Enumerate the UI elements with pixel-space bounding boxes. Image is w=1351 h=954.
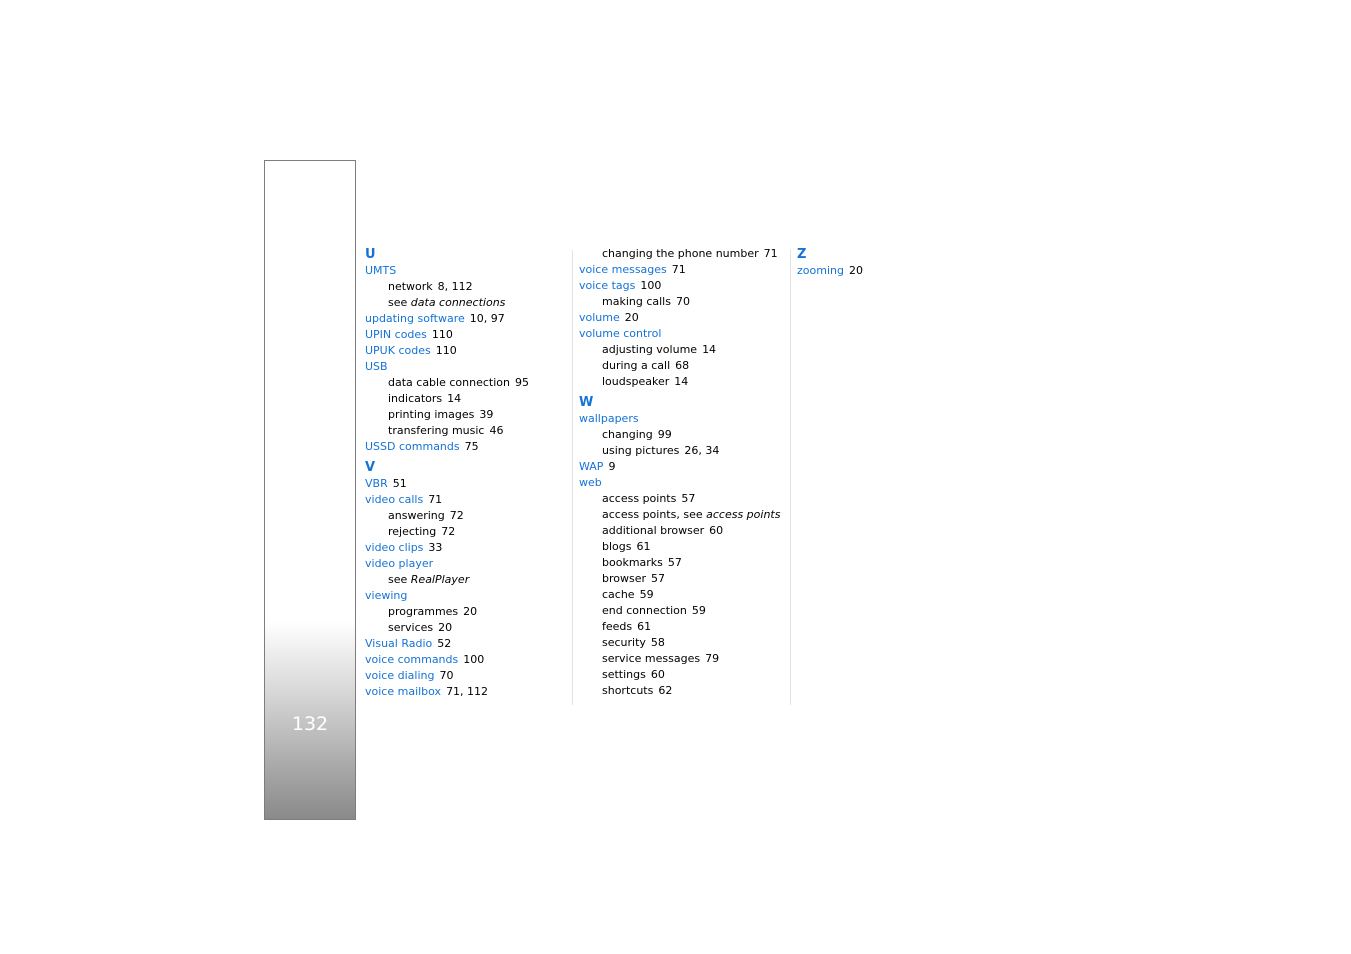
index-entry	[365, 311, 565, 327]
index-term-link[interactable]: volume	[579, 311, 620, 324]
index-term-link[interactable]: voice commands	[365, 653, 459, 666]
index-subentry	[579, 374, 784, 390]
index-term-link[interactable]: wallpapers	[579, 412, 639, 425]
page-refs: 71, 112	[446, 685, 489, 698]
subentry-text: service messages	[602, 652, 701, 665]
index-entry	[365, 556, 565, 572]
subentry-text: additional browser	[602, 524, 705, 537]
subentry-text: settings	[602, 668, 646, 681]
index-entry	[579, 310, 784, 326]
index-subentry	[579, 667, 784, 683]
page-refs: 58	[650, 636, 665, 649]
index-term-link[interactable]: viewing	[365, 589, 408, 602]
subentry-text: end connection	[602, 604, 687, 617]
subentry-text: feeds	[602, 620, 633, 633]
index-subentry	[579, 587, 784, 603]
index-subentry	[579, 358, 784, 374]
index-entry	[365, 540, 565, 556]
page-refs: 57	[667, 556, 682, 569]
page-refs: 72	[441, 525, 456, 538]
page-refs: 52	[437, 637, 452, 650]
index-term-link[interactable]: video player	[365, 557, 434, 570]
index-letter-heading: W	[579, 395, 594, 410]
see-target: access points	[706, 508, 781, 521]
subentry-text: shortcuts	[602, 684, 654, 697]
index-entry	[365, 327, 565, 343]
page-refs: 99	[657, 428, 672, 441]
page-refs: 61	[636, 540, 651, 553]
subentry-text: network	[388, 280, 433, 293]
index-term-link[interactable]: volume control	[579, 327, 662, 340]
index-subentry	[365, 375, 565, 391]
index-term-link[interactable]: UMTS	[365, 264, 397, 277]
subentry-text: transfering music	[388, 424, 485, 437]
see-reference	[365, 572, 565, 588]
index-subentry	[579, 539, 784, 555]
subentry-text: programmes	[388, 605, 459, 618]
page-refs: 20	[848, 264, 863, 277]
index-subentry	[579, 683, 784, 699]
page-refs: 71	[671, 263, 686, 276]
index-term-link[interactable]: web	[579, 476, 602, 489]
page-refs: 110	[435, 344, 457, 357]
page-refs: 70	[439, 669, 454, 682]
index-subentry	[579, 555, 784, 571]
index-subentry	[579, 294, 784, 310]
subentry-text: rejecting	[388, 525, 437, 538]
index-entry	[365, 652, 565, 668]
page-refs: 33	[428, 541, 443, 554]
index-term-link[interactable]: UPIN codes	[365, 328, 427, 341]
page-refs: 68	[675, 359, 690, 372]
subentry-text: data cable connection	[388, 376, 510, 389]
page-sidebar	[264, 160, 356, 820]
index-entry	[365, 636, 565, 652]
index-term-link[interactable]: updating software	[365, 312, 465, 325]
page-refs: 71	[428, 493, 443, 506]
index-entry	[365, 439, 565, 455]
page-refs: 75	[464, 440, 479, 453]
page-refs: 95	[514, 376, 529, 389]
page-refs: 39	[479, 408, 494, 421]
index-subentry	[579, 571, 784, 587]
index-entry	[365, 263, 565, 279]
page-refs: 59	[691, 604, 706, 617]
see-target: RealPlayer	[410, 573, 470, 586]
index-column-2	[579, 246, 784, 699]
see-prefix: see	[388, 296, 408, 309]
subentry-text: access points	[602, 492, 677, 505]
index-entry	[365, 588, 565, 604]
subentry-text: security	[602, 636, 646, 649]
index-term-link[interactable]: UPUK codes	[365, 344, 431, 357]
index-subentry	[579, 246, 784, 262]
index-entry	[579, 278, 784, 294]
index-entry	[579, 326, 784, 342]
index-subentry	[365, 391, 565, 407]
index-entry	[365, 476, 565, 492]
subentry-text: blogs	[602, 540, 632, 553]
page-refs: 71	[763, 247, 778, 260]
page-refs: 14	[702, 343, 717, 356]
page-refs: 70	[675, 295, 690, 308]
index-term-link[interactable]: VBR	[365, 477, 388, 490]
page-refs: 100	[463, 653, 485, 666]
index-subentry	[579, 635, 784, 651]
index-subentry	[579, 443, 784, 459]
see-reference	[365, 295, 565, 311]
index-subentry	[579, 603, 784, 619]
subentry-text: loudspeaker	[602, 375, 670, 388]
index-term-link[interactable]: video clips	[365, 541, 424, 554]
column-divider	[572, 250, 573, 705]
index-entry	[797, 263, 947, 279]
index-letter-heading: V	[365, 460, 376, 475]
index-term-link[interactable]: Visual Radio	[365, 637, 433, 650]
index-letter-heading: U	[365, 247, 376, 262]
index-term-link[interactable]: video calls	[365, 493, 424, 506]
see-prefix: access points, see	[602, 508, 703, 521]
index-subentry	[365, 508, 565, 524]
subentry-text: printing images	[388, 408, 475, 421]
page-refs: 8, 112	[437, 280, 473, 293]
index-subentry	[579, 342, 784, 358]
index-subentry	[365, 407, 565, 423]
page-number: 132	[291, 713, 329, 735]
index-subentry	[579, 491, 784, 507]
page-refs: 110	[431, 328, 453, 341]
index-letter-heading: Z	[797, 247, 807, 262]
subentry-text: adjusting volume	[602, 343, 698, 356]
see-target: data connections	[410, 296, 506, 309]
index-entry	[365, 359, 565, 375]
index-term-link[interactable]: zooming	[797, 264, 844, 277]
page-refs: 57	[681, 492, 696, 505]
page-refs: 10, 97	[469, 312, 505, 325]
see-reference	[579, 507, 784, 523]
index-term-link[interactable]: voice tags	[579, 279, 636, 292]
index-subentry	[365, 604, 565, 620]
index-column-1	[365, 246, 565, 700]
page-refs: 51	[392, 477, 407, 490]
index-subentry	[579, 523, 784, 539]
index-term-link[interactable]: WAP	[579, 460, 604, 473]
page-refs: 62	[658, 684, 673, 697]
page-refs: 72	[449, 509, 464, 522]
page-refs: 20	[463, 605, 478, 618]
index-entry	[579, 262, 784, 278]
index-entry	[579, 411, 784, 427]
page-refs: 14	[447, 392, 462, 405]
page-refs: 14	[674, 375, 689, 388]
page-refs: 59	[639, 588, 654, 601]
index-column-3	[797, 246, 947, 279]
index-entry	[579, 475, 784, 491]
subentry-text: services	[388, 621, 434, 634]
index-term-link[interactable]: USSD commands	[365, 440, 460, 453]
index-subentry	[365, 620, 565, 636]
subentry-text: making calls	[602, 295, 671, 308]
index-subentry	[365, 423, 565, 439]
page-refs: 26, 34	[684, 444, 720, 457]
index-subentry	[365, 279, 565, 295]
page-refs: 46	[489, 424, 504, 437]
subentry-text: cache	[602, 588, 635, 601]
index-subentry	[579, 651, 784, 667]
index-subentry	[365, 524, 565, 540]
subentry-text: changing the phone number	[602, 247, 759, 260]
index-term-link[interactable]: voice mailbox	[365, 685, 442, 698]
index-term-link[interactable]: USB	[365, 360, 388, 373]
page-refs: 100	[640, 279, 662, 292]
page-refs: 60	[650, 668, 665, 681]
page-refs: 9	[608, 460, 616, 473]
index-entry	[579, 459, 784, 475]
index-entry	[365, 684, 565, 700]
subentry-text: browser	[602, 572, 647, 585]
index-term-link[interactable]: voice messages	[579, 263, 667, 276]
column-divider	[790, 250, 791, 705]
subentry-text: bookmarks	[602, 556, 663, 569]
page-refs: 61	[637, 620, 652, 633]
subentry-text: answering	[388, 509, 445, 522]
subentry-text: during a call	[602, 359, 671, 372]
page-refs: 20	[624, 311, 639, 324]
page-refs: 60	[709, 524, 724, 537]
index-entry	[365, 343, 565, 359]
index-subentry	[579, 619, 784, 635]
index-term-link[interactable]: voice dialing	[365, 669, 435, 682]
see-prefix: see	[388, 573, 408, 586]
index-entry	[365, 492, 565, 508]
subentry-text: indicators	[388, 392, 443, 405]
index-subentry	[579, 427, 784, 443]
page-refs: 79	[705, 652, 720, 665]
subentry-text: changing	[602, 428, 653, 441]
page-refs: 20	[438, 621, 453, 634]
index-entry	[365, 668, 565, 684]
page-refs: 57	[651, 572, 666, 585]
subentry-text: using pictures	[602, 444, 680, 457]
